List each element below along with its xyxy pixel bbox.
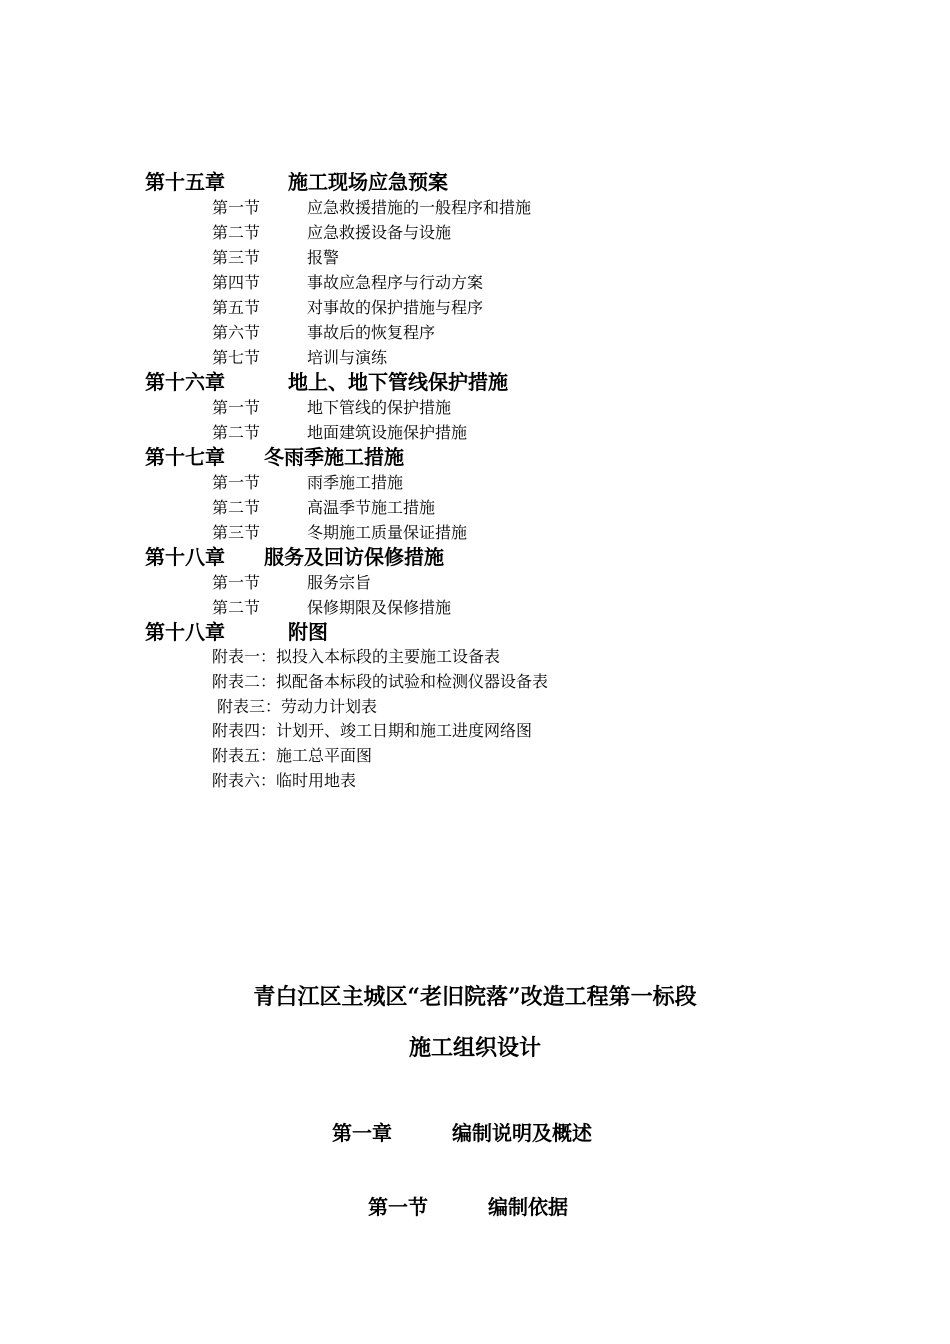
toc-section	[0, 520, 950, 545]
toc-section	[0, 495, 950, 520]
section-title: 培训与演练	[307, 348, 388, 367]
chapter-title: 地上、地下管线保护措施	[288, 370, 508, 394]
appendix-label: 附表一：拟投入本标段的主要施工设备表	[212, 647, 501, 666]
toc-section	[0, 220, 950, 245]
toc-section	[0, 195, 950, 220]
toc-section	[0, 270, 950, 295]
toc-appendix-item	[0, 645, 950, 670]
appendix-label: 附表六：临时用地表	[212, 770, 357, 790]
chapter-number: 第十八章	[145, 620, 225, 644]
document-title: 青白江区主城区“老旧院落”改造工程第一标段	[253, 984, 697, 1010]
section-number: 第一节	[212, 198, 261, 217]
section-number: 第三节	[212, 248, 261, 267]
chapter-heading-number: 第一章	[332, 1121, 392, 1145]
chapter-title: 服务及回访保修措施	[264, 545, 444, 569]
toc-section	[0, 245, 950, 270]
section-number: 第五节	[212, 298, 261, 317]
toc-section	[0, 595, 950, 620]
section-title: 应急救援措施的一般程序和措施	[307, 198, 532, 217]
section-heading-title: 编制依据	[488, 1195, 568, 1219]
toc-chapter-16	[0, 370, 950, 395]
chapter-title: 附图	[288, 620, 328, 644]
section-number: 第二节	[212, 223, 261, 242]
section-number: 第二节	[212, 498, 261, 517]
chapter-number: 第十六章	[145, 370, 225, 394]
section-title: 地面建筑设施保护措施	[307, 423, 468, 442]
appendix-label: 附表二：拟配备本标段的试验和检测仪器设备表	[212, 671, 549, 691]
section-title: 对事故的保护措施与程序	[307, 298, 484, 317]
toc-chapter-18-service	[0, 545, 950, 570]
section-title: 事故应急程序与行动方案	[307, 273, 484, 292]
toc-appendix-item	[0, 744, 950, 769]
section-title: 事故后的恢复程序	[307, 323, 436, 342]
section-title: 冬期施工质量保证措施	[307, 523, 468, 542]
toc-appendix-item	[0, 670, 950, 695]
section-number: 第四节	[212, 273, 261, 292]
section-number: 第一节	[212, 473, 261, 492]
section-title: 雨季施工措施	[307, 473, 404, 492]
table-of-contents	[0, 170, 950, 794]
section-title: 服务宗旨	[307, 573, 372, 592]
toc-section	[0, 420, 950, 445]
toc-section	[0, 570, 950, 595]
appendix-label: 附表四：计划开、竣工日期和施工进度网络图	[212, 721, 533, 741]
toc-appendix-item	[0, 769, 950, 794]
section-title: 高温季节施工措施	[307, 498, 436, 517]
section-number: 第七节	[212, 348, 261, 367]
toc-appendix-item	[0, 695, 950, 720]
toc-section	[0, 320, 950, 345]
toc-chapter-18-appendix	[0, 620, 950, 645]
toc-section	[0, 345, 950, 370]
chapter-number: 第十七章	[145, 445, 225, 469]
chapter-heading-title: 编制说明及概述	[452, 1121, 592, 1145]
document-subtitle: 施工组织设计	[408, 1035, 541, 1061]
toc-chapter-15	[0, 170, 950, 195]
appendix-label: 附表三：劳动力计划表	[217, 696, 378, 716]
toc-section	[0, 295, 950, 320]
section-title: 地下管线的保护措施	[307, 398, 452, 417]
toc-section	[0, 470, 950, 495]
appendix-label: 附表五：施工总平面图	[212, 746, 373, 766]
section-title: 保修期限及保修措施	[307, 598, 452, 617]
chapter-title: 施工现场应急预案	[288, 170, 448, 194]
section-number: 第二节	[212, 598, 261, 617]
chapter-number: 第十八章	[145, 545, 225, 569]
section-number: 第三节	[212, 523, 261, 542]
section-heading-number: 第一节	[368, 1195, 428, 1219]
section-number: 第六节	[212, 323, 261, 342]
section-number: 第一节	[212, 398, 261, 417]
section-title: 应急救援设备与设施	[307, 223, 452, 242]
section-number: 第一节	[212, 573, 261, 592]
chapter-number: 第十五章	[145, 170, 225, 194]
toc-section	[0, 395, 950, 420]
section-title: 报警	[307, 248, 340, 267]
section-number: 第二节	[212, 423, 261, 442]
toc-chapter-17	[0, 445, 950, 470]
toc-appendix-item	[0, 719, 950, 744]
chapter-title: 冬雨季施工措施	[264, 445, 404, 469]
